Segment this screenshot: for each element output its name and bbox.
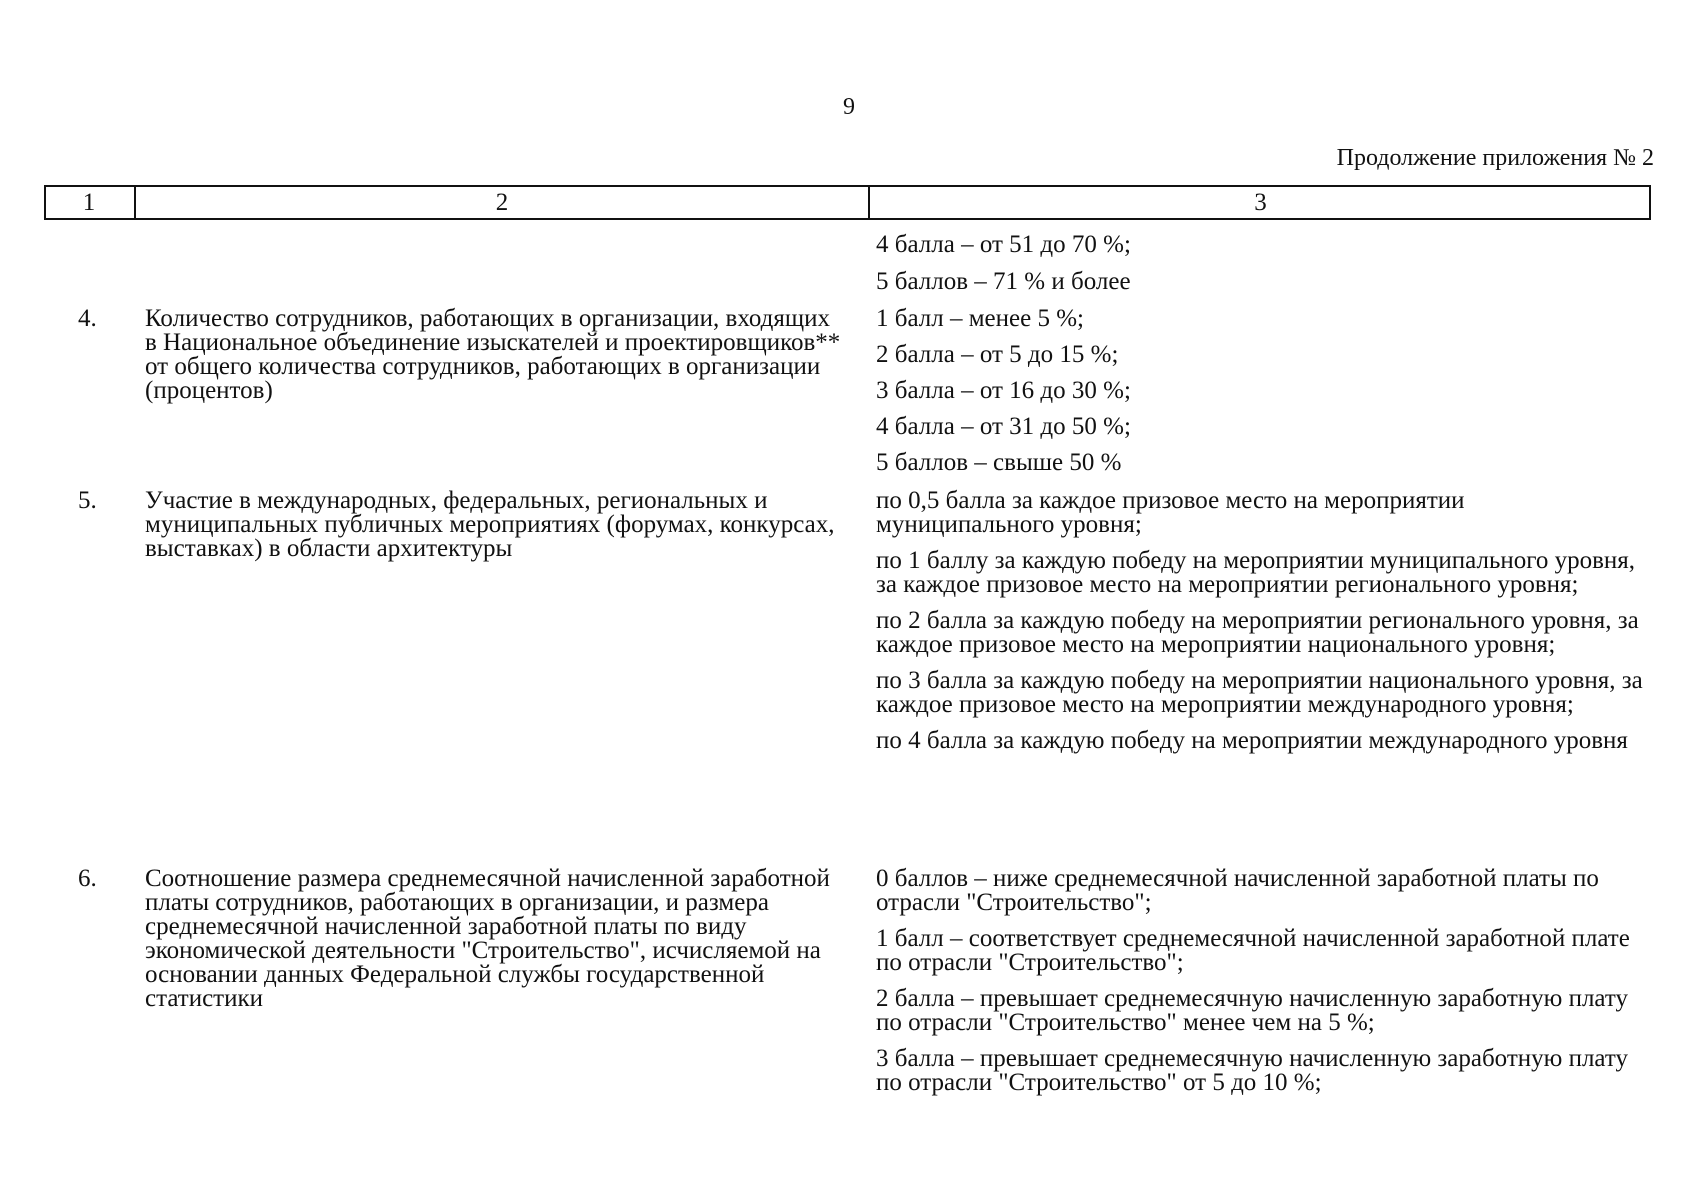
header-col-2: 2 [134, 187, 868, 218]
criteria-list [876, 867, 1646, 1095]
criteria-item: 1 балл – соответствует среднемесячной начисленной заработной плате по отрасли "Строительство"; [876, 925, 1630, 976]
criteria-item: по 0,5 балла за каждое призовое место на мероприятии муниципального уровня; [876, 487, 1465, 538]
criteria-item: 2 балла – от 5 до 15 %; [876, 341, 1119, 368]
criteria-list [876, 307, 1646, 475]
criteria-item: 0 баллов – ниже среднемесячной начисленной заработной платы по отрасли "Строительство"; [876, 865, 1599, 916]
header-col-1: 1 [82, 189, 96, 216]
criteria-item: 4 балла – от 31 до 50 %; [876, 413, 1131, 440]
criteria-list [876, 489, 1646, 753]
criteria-item: 1 балл – менее 5 %; [876, 305, 1084, 332]
row-description: Соотношение размера среднемесячной начисленной заработной платы сотрудников, работающих в организации, и размера среднемесячной начисленной заработной платы по виду экономической деятельности "Строительство", исчисляемой на основании данных Федеральной службы государственной статистики [145, 865, 830, 1012]
row-description: Участие в международных, федеральных, региональных и муниципальных публичных мероприятиях (форумах, конкурсах, выставках) в области архитектуры [145, 487, 835, 562]
criteria-item: по 2 балла за каждую победу на мероприятии регионального уровня, за каждое призовое место на мероприятии национального уровня; [876, 607, 1639, 658]
criteria-item: 2 балла – превышает среднемесячную начисленную заработную плату по отрасли "Строительство" менее чем на 5 %; [876, 985, 1628, 1036]
row-description: Количество сотрудников, работающих в организации, входящих в Национальное объединение изыскателей и проектировщиков** от общего количества сотрудников, работающих в организации (процентов) [145, 305, 841, 404]
criteria-item: 4 балла – от 51 до 70 %; [876, 231, 1131, 258]
criteria-item: по 3 балла за каждую победу на мероприятии национального уровня, за каждое призовое место на мероприятии международного уровня; [876, 667, 1643, 718]
row-number: 5. [78, 487, 97, 514]
criteria-item: 5 баллов – 71 % и более [876, 268, 1131, 295]
criteria-item: по 1 баллу за каждую победу на мероприятии муниципального уровня, за каждое призовое место на мероприятии регионального уровня; [876, 547, 1636, 598]
criteria-list [876, 233, 1646, 294]
criteria-item: по 4 балла за каждую победу на мероприятии международного уровня [876, 727, 1628, 754]
row-number: 6. [78, 865, 97, 892]
page-number: 9 [843, 94, 855, 120]
appendix-continuation-label: Продолжение приложения № 2 [1336, 145, 1654, 171]
criteria-item: 3 балла – от 16 до 30 %; [876, 377, 1131, 404]
criteria-item: 3 балла – превышает среднемесячную начисленную заработную плату по отрасли "Строительство" от 5 до 10 %; [876, 1045, 1628, 1096]
row-number: 4. [78, 305, 97, 332]
header-col-3: 3 [868, 187, 1651, 218]
criteria-item: 5 баллов – свыше 50 % [876, 449, 1122, 476]
table-header-row [44, 185, 1651, 220]
